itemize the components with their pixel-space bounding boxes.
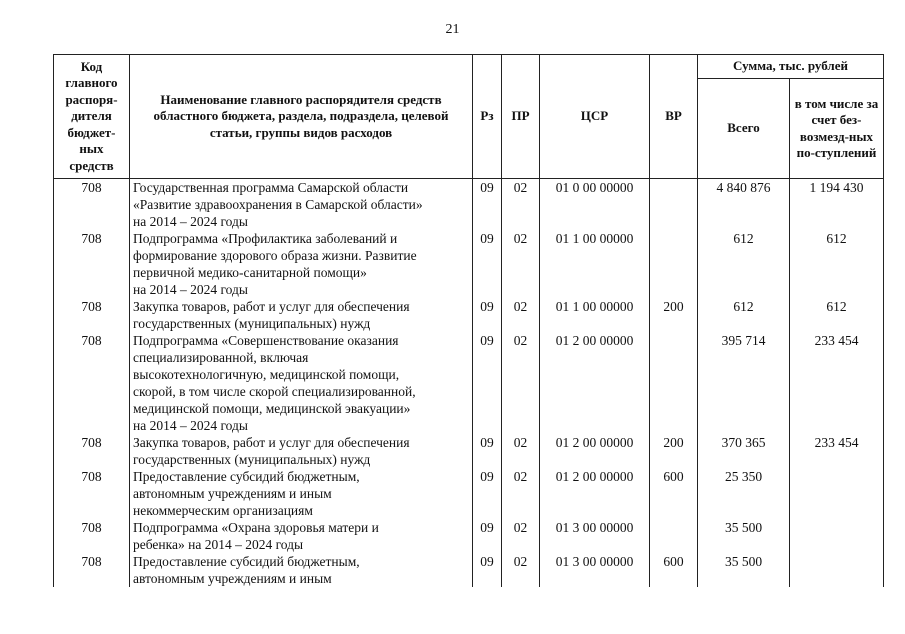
cell-name-line: автономным учреждениям и иным (133, 486, 332, 501)
cell-rz: 09 (473, 332, 502, 434)
cell-name-line: Подпрограмма «Охрана здоровья матери и (133, 520, 379, 535)
cell-csr: 01 2 00 00000 (540, 468, 650, 519)
cell-name-line: формирование здорового образа жизни. Развитие (133, 248, 417, 263)
cell-rz: 09 (473, 553, 502, 587)
cell-name-line: государственных (муниципальных) нужд (133, 316, 371, 331)
cell-csr: 01 1 00 00000 (540, 298, 650, 332)
cell-name-line: ребенка» на 2014 – 2024 годы (133, 537, 304, 552)
cell-name (130, 332, 473, 434)
cell-grants: 1 194 430 (790, 179, 884, 231)
cell-pr: 02 (502, 179, 540, 231)
cell-total: 35 500 (698, 519, 790, 553)
cell-total: 35 500 (698, 553, 790, 587)
cell-name-line: Подпрограмма «Совершенствование оказания (133, 333, 399, 348)
cell-name-line: «Развитие здравоохранения в Самарской области» (133, 197, 423, 212)
cell-rz: 09 (473, 519, 502, 553)
header-pr: ПР (502, 55, 540, 179)
cell-name-line: Закупка товаров, работ и услуг для обеспечения (133, 435, 410, 450)
table-row (54, 230, 884, 298)
header-rz: Рз (473, 55, 502, 179)
cell-grants: 233 454 (790, 332, 884, 434)
cell-total: 25 350 (698, 468, 790, 519)
cell-csr: 01 1 00 00000 (540, 230, 650, 298)
cell-name-line: на 2014 – 2024 годы (133, 282, 248, 297)
cell-name (130, 553, 473, 587)
cell-total: 612 (698, 230, 790, 298)
cell-pr: 02 (502, 553, 540, 587)
cell-code: 708 (54, 519, 130, 553)
cell-name-line: первичной медико-санитарной помощи» (133, 265, 367, 280)
cell-code: 708 (54, 332, 130, 434)
cell-csr: 01 3 00 00000 (540, 553, 650, 587)
table-row (54, 468, 884, 519)
cell-name-line: на 2014 – 2024 годы (133, 214, 248, 229)
cell-name (130, 230, 473, 298)
cell-vr: 200 (650, 298, 698, 332)
cell-pr: 02 (502, 230, 540, 298)
cell-csr: 01 3 00 00000 (540, 519, 650, 553)
table-row (54, 434, 884, 468)
cell-name-line: Государственная программа Самарской области (133, 180, 409, 195)
cell-vr: 200 (650, 434, 698, 468)
cell-vr (650, 332, 698, 434)
cell-total: 370 365 (698, 434, 790, 468)
cell-total: 612 (698, 298, 790, 332)
header-vr: ВР (650, 55, 698, 179)
cell-pr: 02 (502, 434, 540, 468)
cell-rz: 09 (473, 179, 502, 231)
cell-name-line: медицинской помощи, медицинской эвакуации» (133, 401, 411, 416)
table-row (54, 332, 884, 434)
table-row (54, 553, 884, 587)
cell-csr: 01 0 00 00000 (540, 179, 650, 231)
header-code: Код главного распоря-дителя бюджет-ных средств (54, 55, 130, 179)
cell-code: 708 (54, 230, 130, 298)
cell-rz: 09 (473, 230, 502, 298)
cell-grants: 612 (790, 298, 884, 332)
header-csr: ЦСР (540, 55, 650, 179)
cell-csr: 01 2 00 00000 (540, 434, 650, 468)
cell-name-line: Подпрограмма «Профилактика заболеваний и (133, 231, 398, 246)
cell-vr (650, 519, 698, 553)
cell-grants (790, 553, 884, 587)
cell-name (130, 298, 473, 332)
cell-grants: 612 (790, 230, 884, 298)
cell-name-line: некоммерческим организациям (133, 503, 313, 518)
cell-code: 708 (54, 298, 130, 332)
cell-rz: 09 (473, 468, 502, 519)
cell-name-line: скорой, в том числе скорой специализированной, (133, 384, 416, 399)
cell-rz: 09 (473, 434, 502, 468)
header-grants: в том числе за счет без-возмезд-ных по-ступлений (790, 79, 884, 179)
cell-name (130, 179, 473, 231)
cell-name (130, 519, 473, 553)
cell-vr (650, 230, 698, 298)
cell-rz: 09 (473, 298, 502, 332)
budget-table (53, 54, 884, 587)
cell-vr (650, 179, 698, 231)
cell-grants (790, 468, 884, 519)
cell-name-line: на 2014 – 2024 годы (133, 418, 248, 433)
cell-grants (790, 519, 884, 553)
cell-pr: 02 (502, 332, 540, 434)
cell-grants: 233 454 (790, 434, 884, 468)
cell-total: 395 714 (698, 332, 790, 434)
cell-pr: 02 (502, 298, 540, 332)
cell-name-line: Предоставление субсидий бюджетным, (133, 469, 360, 484)
table-row (54, 179, 884, 231)
cell-name-line: Закупка товаров, работ и услуг для обеспечения (133, 299, 410, 314)
cell-name-line: Предоставление субсидий бюджетным, (133, 554, 360, 569)
cell-name-line: автономным учреждениям и иным (133, 571, 332, 586)
cell-code: 708 (54, 468, 130, 519)
header-name: Наименование главного распорядителя средств областного бюджета, раздела, подраздела, целевой статьи, группы видов расходов (130, 55, 473, 179)
cell-total: 4 840 876 (698, 179, 790, 231)
cell-name (130, 434, 473, 468)
header-sum-group: Сумма, тыс. рублей (698, 55, 884, 79)
cell-csr: 01 2 00 00000 (540, 332, 650, 434)
cell-pr: 02 (502, 519, 540, 553)
table-row (54, 519, 884, 553)
cell-code: 708 (54, 434, 130, 468)
cell-name-line: специализированной, включая (133, 350, 309, 365)
cell-name-line: высокотехнологичную, медицинской помощи, (133, 367, 400, 382)
cell-vr: 600 (650, 468, 698, 519)
page-number: 21 (445, 22, 460, 37)
cell-vr: 600 (650, 553, 698, 587)
header-total: Всего (698, 79, 790, 179)
cell-name-line: государственных (муниципальных) нужд (133, 452, 371, 467)
cell-pr: 02 (502, 468, 540, 519)
cell-code: 708 (54, 553, 130, 587)
table-row (54, 298, 884, 332)
cell-code: 708 (54, 179, 130, 231)
cell-name (130, 468, 473, 519)
